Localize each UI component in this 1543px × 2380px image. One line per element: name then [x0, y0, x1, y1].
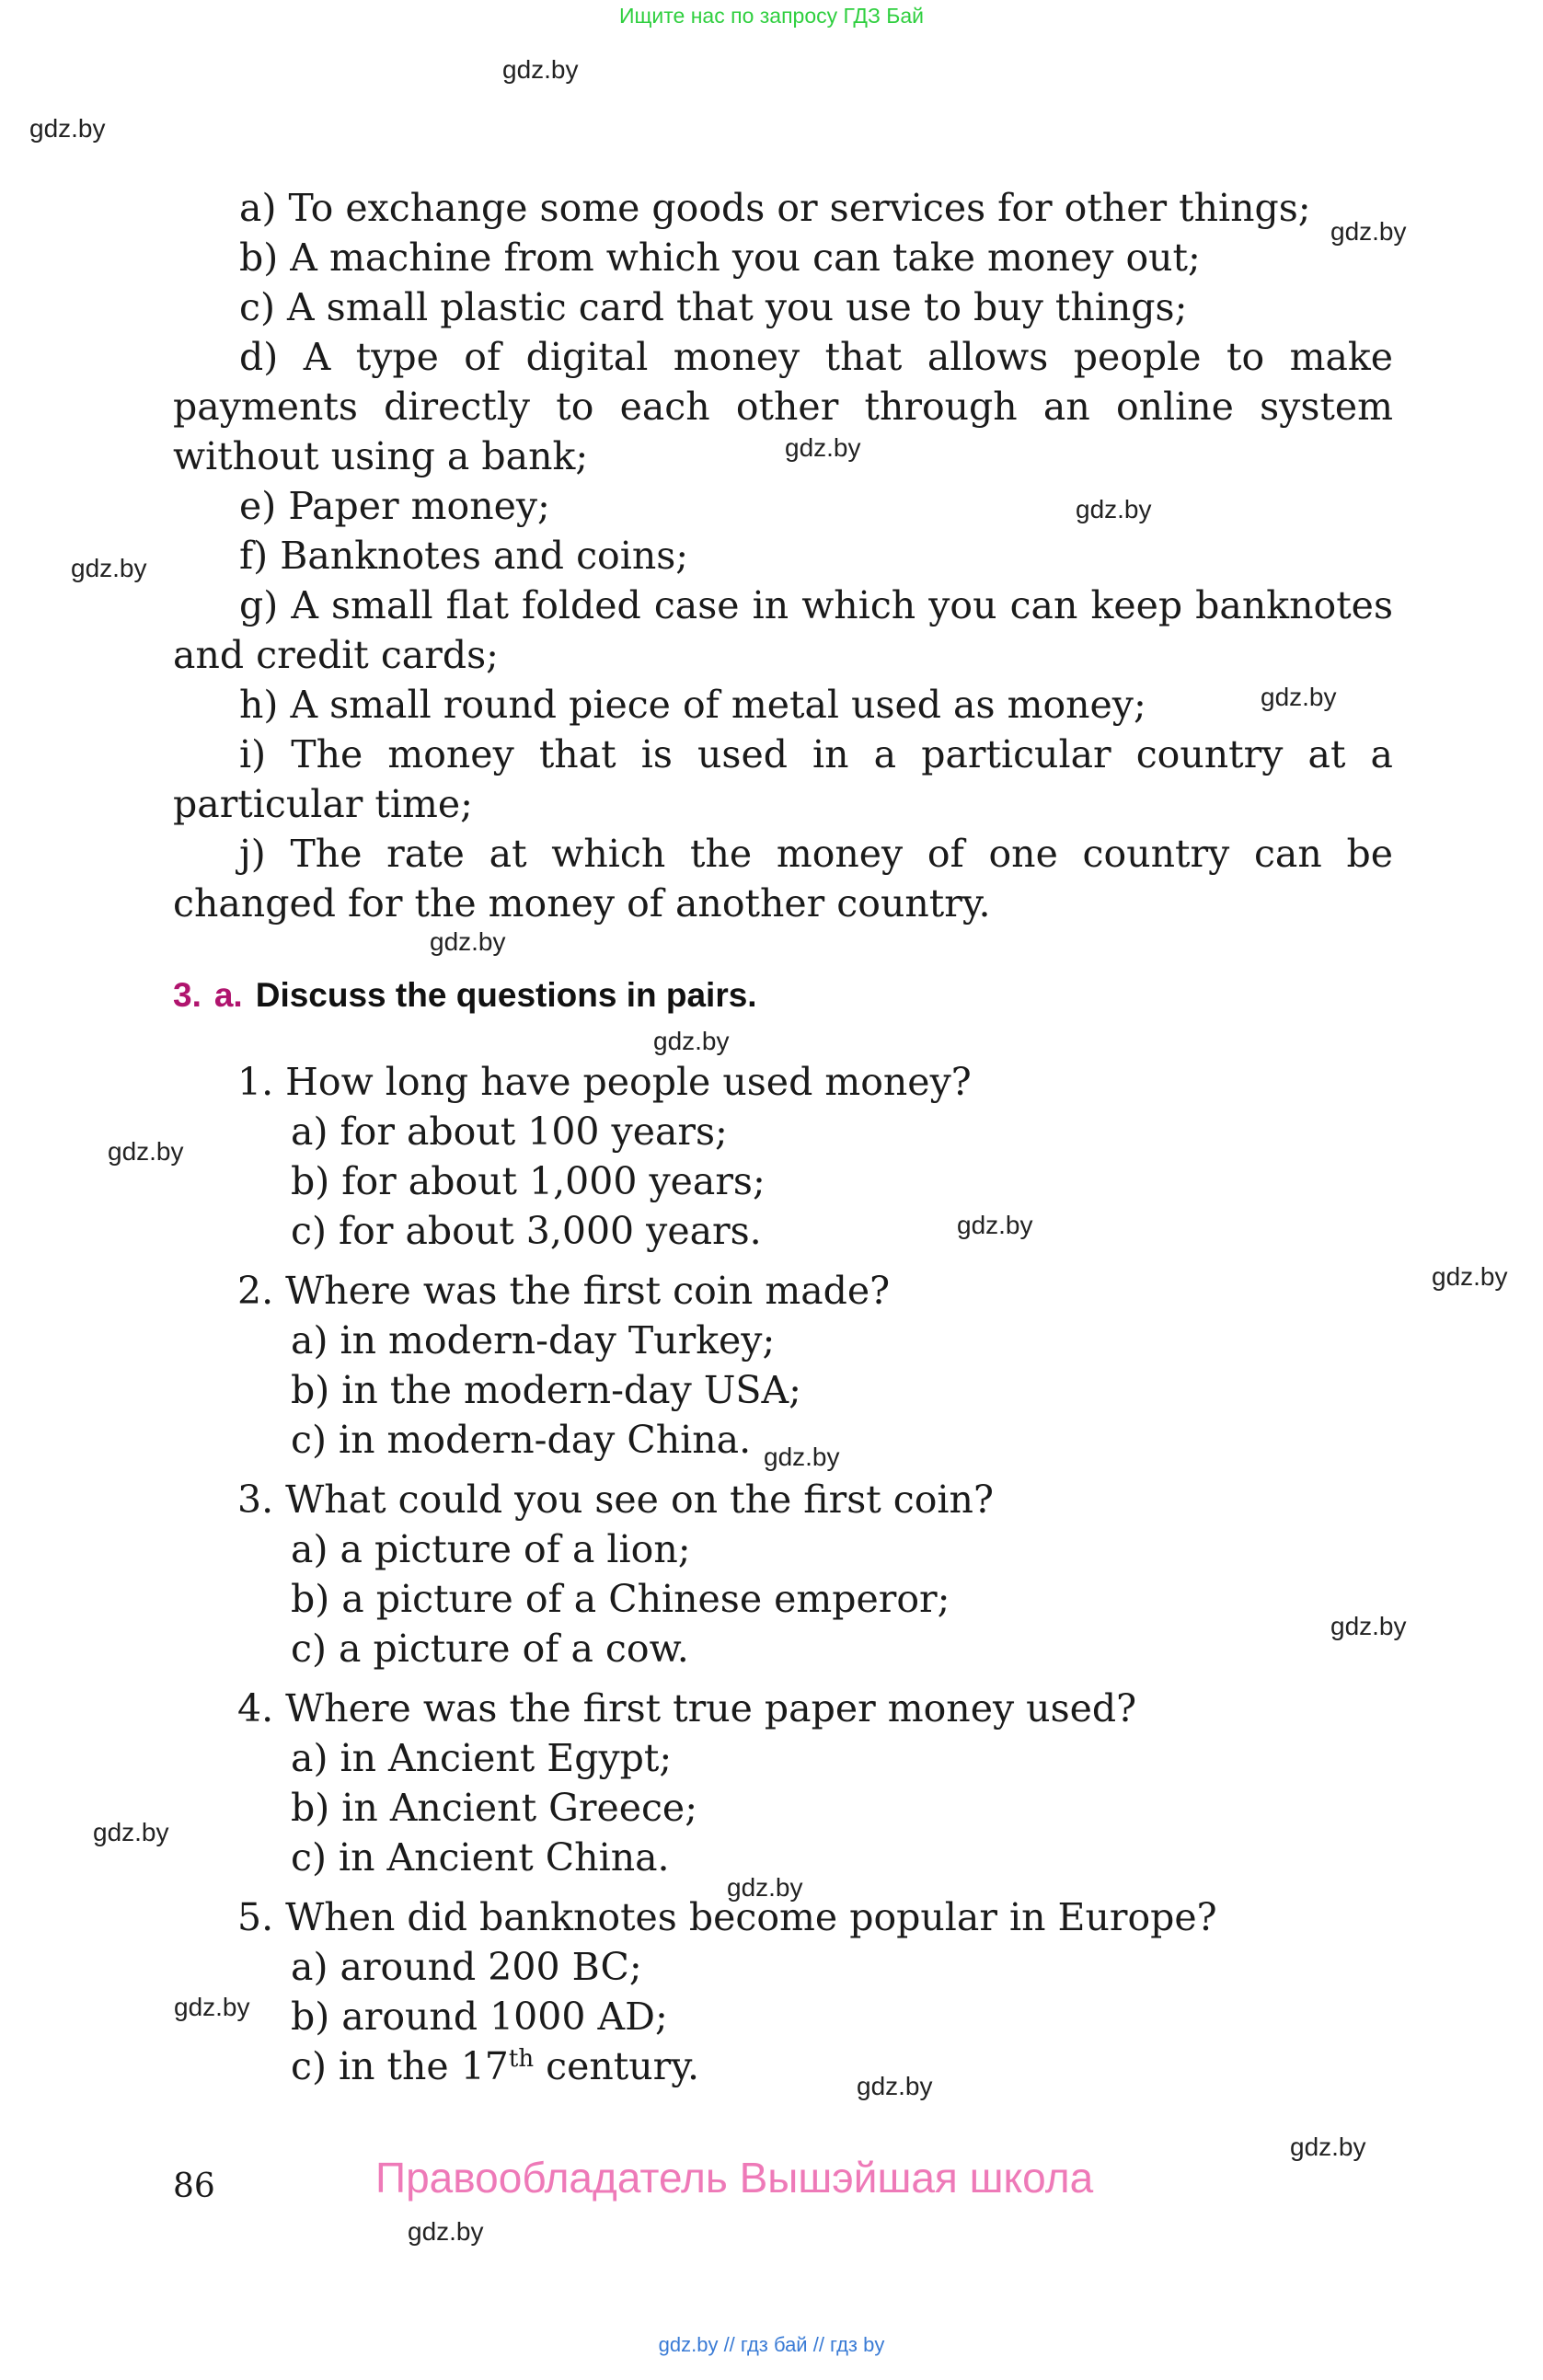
question: 5. When did banknotes become popular in Europe? [237, 1895, 1217, 1939]
watermark: gdz.by [93, 1818, 169, 1846]
definition-item: i) The money that is used in a particular country at a particular time; [173, 732, 1393, 826]
answer-option: b) for about 1,000 years; [291, 1159, 766, 1203]
watermark: gdz.by [764, 1443, 840, 1471]
definitions-list [173, 183, 1393, 928]
question: 1. How long have people used money? [237, 1060, 972, 1104]
question: 3. What could you see on the first coin? [237, 1477, 994, 1522]
watermark: gdz.by [408, 2217, 484, 2246]
answer-option: c) for about 3,000 years. [291, 1209, 762, 1253]
answer-option: c) in the 17th century. [291, 2044, 700, 2088]
watermark: gdz.by [1432, 1262, 1508, 1291]
watermark: gdz.by [1330, 217, 1407, 246]
page-number: 86 [173, 2167, 215, 2205]
exercise-number: 3. [173, 976, 202, 1014]
question: 4. Where was the first true paper money used? [237, 1686, 1137, 1730]
answer-option: c) a picture of a cow. [291, 1627, 689, 1671]
footer-links[interactable]: gdz.by // гдз бай // гдз by [658, 2333, 885, 2356]
definition-item: e) Paper money; [239, 484, 550, 528]
answer-option: b) around 1000 AD; [291, 1995, 668, 2039]
exercise-part: a. [213, 976, 243, 1014]
watermark: gdz.by [108, 1137, 184, 1166]
top-banner[interactable]: Ищите нас по запросу ГДЗ Бай [618, 4, 925, 28]
watermark: gdz.by [857, 2072, 933, 2100]
exercise-instruction: Discuss the questions in pairs. [255, 976, 757, 1014]
watermark: gdz.by [71, 554, 147, 582]
watermark: gdz.by [1290, 2133, 1366, 2161]
watermark: gdz.by [785, 433, 861, 462]
question: 2. Where was the first coin made? [237, 1269, 891, 1313]
watermark: gdz.by [29, 114, 106, 143]
answer-option: a) a picture of a lion; [291, 1527, 691, 1571]
rights-holder-notice: Правообладатель Вышэйшая школа [375, 2154, 1094, 2202]
watermark: gdz.by [653, 1027, 730, 1055]
watermark: gdz.by [502, 55, 579, 84]
watermark: gdz.by [174, 1993, 250, 2021]
answer-option: a) around 200 BC; [291, 1945, 642, 1989]
definition-item: h) A small round piece of metal used as money; [239, 683, 1146, 727]
definition-item: j) The rate at which the money of one country can be changed for the money of another country. [173, 832, 1393, 926]
answer-option: b) a picture of a Chinese emperor; [291, 1577, 950, 1621]
answer-option: a) in Ancient Egypt; [291, 1736, 673, 1780]
watermark: gdz.by [727, 1873, 803, 1902]
watermark: gdz.by [1261, 683, 1337, 711]
answer-option: b) in Ancient Greece; [291, 1786, 698, 1830]
exercise-heading [173, 976, 757, 1015]
answer-option: a) in modern-day Turkey; [291, 1318, 776, 1362]
definition-item: g) A small flat folded case in which you can keep banknotes and credit cards; [173, 583, 1393, 677]
answer-option: a) for about 100 years; [291, 1110, 728, 1154]
definition-item: b) A machine from which you can take money out; [239, 236, 1201, 280]
definition-item: c) A small plastic card that you use to buy things; [239, 285, 1188, 329]
definition-item: f) Banknotes and coins; [239, 534, 689, 578]
watermark: gdz.by [430, 927, 506, 956]
answer-option: b) in the modern-day USA; [291, 1368, 801, 1412]
answer-option: c) in Ancient China. [291, 1835, 670, 1880]
answer-option: c) in modern-day China. [291, 1418, 752, 1462]
definition-item: a) To exchange some goods or services for other things; [239, 186, 1311, 230]
definition-item: d) A type of digital money that allows people to make payments directly to each other through an online system without using a bank; [173, 335, 1393, 478]
watermark: gdz.by [1076, 495, 1152, 523]
watermark: gdz.by [1330, 1612, 1407, 1640]
watermark: gdz.by [957, 1211, 1033, 1239]
